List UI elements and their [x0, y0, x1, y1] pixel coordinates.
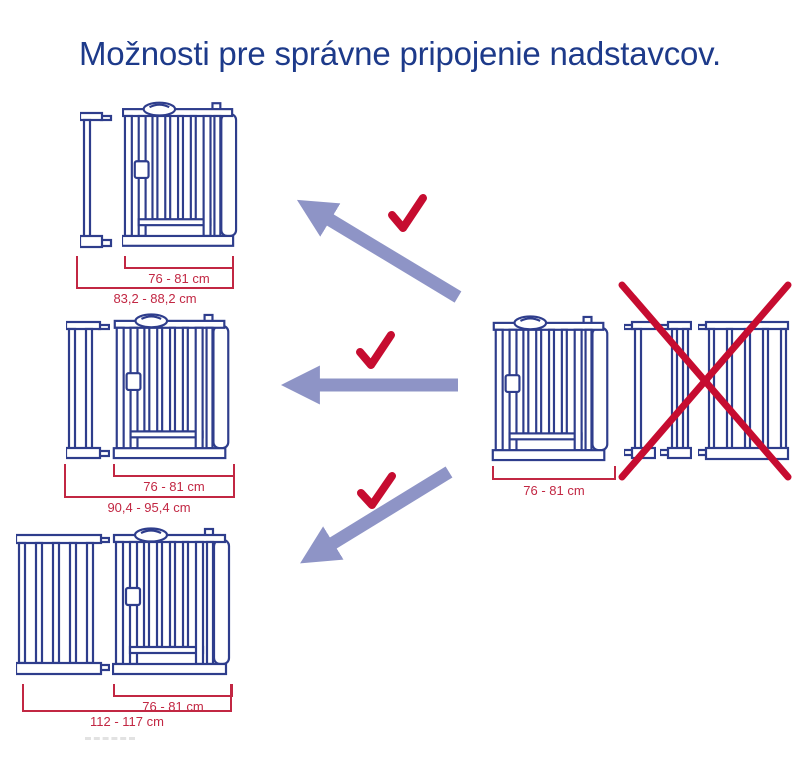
gate-width-label-3: 76 - 81 cm [142, 699, 204, 714]
approved-checkmark-icon [361, 476, 392, 505]
option-2-gate-with-medium-extension-drawing [60, 312, 240, 464]
source-gate-drawing [487, 312, 619, 464]
medium-extension-drawing [66, 322, 109, 458]
total-width-label-1: 83,2 - 88,2 cm [113, 291, 197, 306]
rejected-cross-icon [614, 277, 796, 485]
small-extension-drawing [80, 113, 111, 247]
safety-gate-drawing [122, 103, 236, 246]
gate-width-label-1: 76 - 81 cm [148, 271, 210, 286]
approved-checkmark-icon [360, 335, 391, 365]
gate-width-label-2: 76 - 81 cm [143, 479, 205, 494]
total-width-label-2: 90,4 - 95,4 cm [107, 500, 191, 515]
dimension-bracket-total-1 [76, 256, 234, 289]
wide-extension-drawing [16, 535, 109, 674]
option-3-gate-with-wide-extension-drawing [12, 524, 238, 682]
faint-dashed-line [85, 737, 135, 740]
option-1-gate-with-small-extension-drawing [72, 98, 244, 254]
dimension-bracket-total-2 [64, 464, 235, 498]
safety-gate-drawing [493, 316, 607, 460]
approved-checkmark-icon [392, 198, 423, 228]
source-gate-width-label: 76 - 81 cm [523, 483, 585, 498]
arrow-down-left-icon [330, 472, 449, 545]
safety-gate-drawing [114, 314, 228, 458]
arrow-up-left-icon [327, 218, 458, 297]
page-title: Možnosti pre správne pripojenie nadstavcov. [79, 35, 721, 73]
dimension-bracket-source-gate [492, 466, 616, 480]
safety-gate-drawing [113, 529, 229, 675]
dimension-bracket-total-3 [22, 684, 232, 712]
total-width-label-3: 112 - 117 cm [90, 714, 164, 729]
